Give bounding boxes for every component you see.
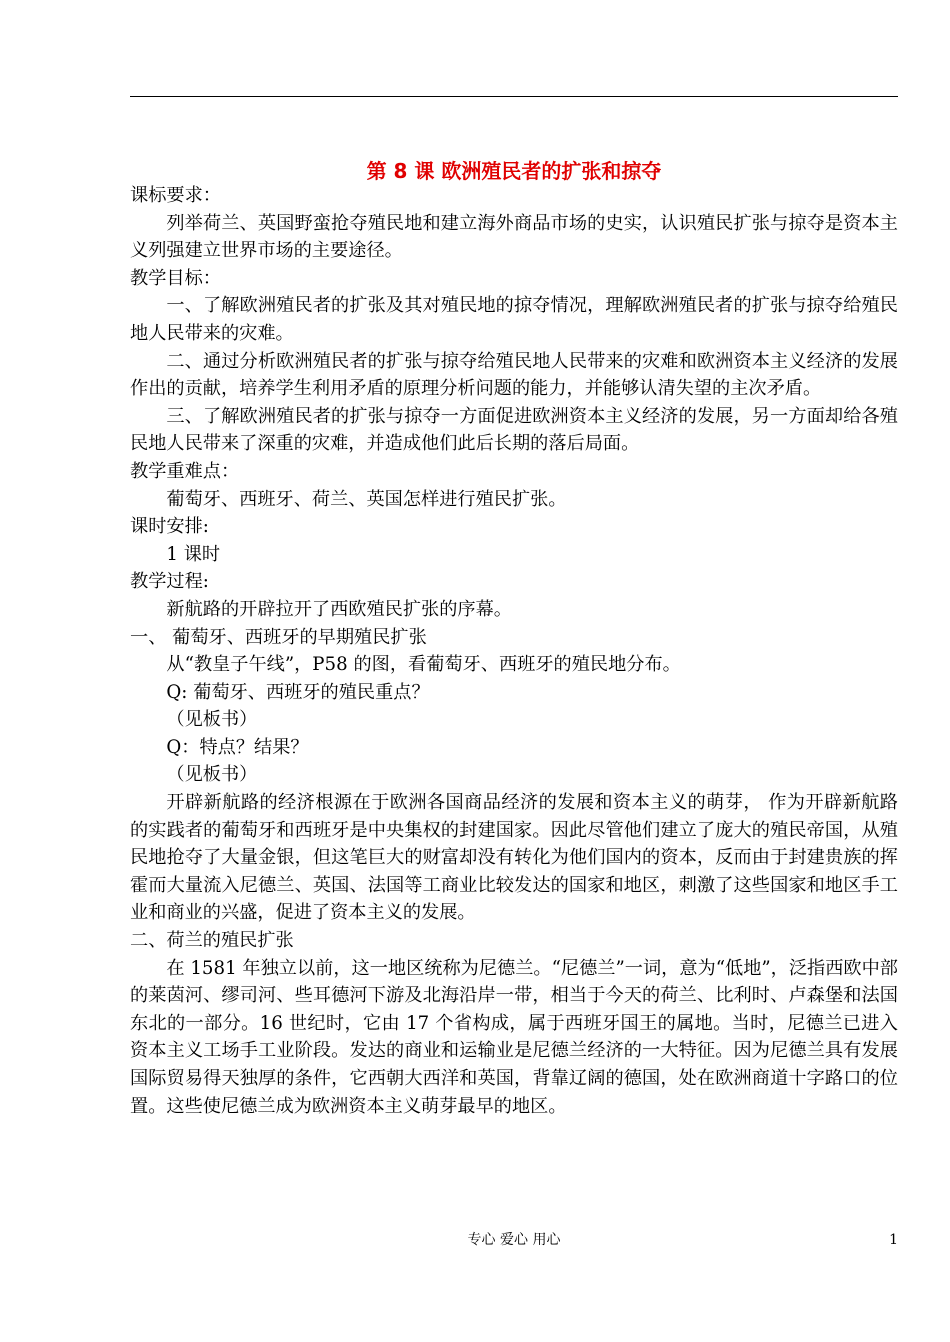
paragraph: 二、通过分析欧洲殖民者的扩张与掠夺给殖民地人民带来的灾难和欧洲资本主义经济的发展作出的贡献，培养学生利用矛盾的原理分析问题的能力，并能够认清失望的主次矛盾。 xyxy=(130,350,898,400)
section-label: 课标要求： xyxy=(130,185,221,206)
question: Q：特点？结果？ xyxy=(166,736,309,758)
paragraph: 1 课时 xyxy=(166,543,221,565)
paragraph: 在 1581 年独立以前，这一地区统称为尼德兰。“尼德兰”一词，意为“低地”，泛指西欧中部的莱茵河、缪司河、些耳德河下游及北海沿岸一带，相当于今天的荷兰、比利时、卢森堡和法国东北的一部分。16 世纪时，它由 17 个省构成，属于西班牙国王的属地。当时，尼德兰已进入资本主义工场手工业阶段。发达的商业和运输业是尼德兰经济的一大特征。因为尼德兰具有发展国际贸易得天独厚的条件，它西朝大西洋和英国，背靠辽阔的德国，处在欧洲商道十字路口的位置。这些使尼德兰成为欧洲资本主义萌芽最早的地区。 xyxy=(130,957,898,1117)
page-title: 第 8 课 欧洲殖民者的扩张和掠夺 xyxy=(366,159,662,183)
section-label: 课时安排: xyxy=(130,516,209,538)
board-note: （见板书） xyxy=(166,709,258,731)
paragraph: 三、了解欧洲殖民者的扩张与掠夺一方面促进欧洲资本主义经济的发展，另一方面却给各殖民地人民带来了深重的灾难，并造成他们此后长期的落后局面。 xyxy=(130,405,898,455)
document-body xyxy=(130,182,898,1120)
paragraph: 开辟新航路的经济根源在于欧洲各国商品经济的发展和资本主义的萌芽， 作为开辟新航路的实践者的葡萄牙和西班牙是中央集权的封建国家。因此尽管他们建立了庞大的殖民帝国，从殖民地抢夺了大量金银，但这笔巨大的财富却没有转化为他们国内的资本，反而由于封建贵族的挥霍而大量流入尼德兰、英国、法国等工商业比较发达的国家和地区，刺激了这些国家和地区手工业和商业的兴盛，促进了资本主义的发展。 xyxy=(130,792,898,924)
section-heading: 二、荷兰的殖民扩张 xyxy=(130,930,294,952)
board-note: （见板书） xyxy=(166,764,258,786)
paragraph: 新航路的开辟拉开了西欧殖民扩张的序幕。 xyxy=(166,598,512,620)
paragraph: 一、了解欧洲殖民者的扩张及其对殖民地的掠夺情况，理解欧洲殖民者的扩张与掠夺给殖民地人民带来的灾难。 xyxy=(130,295,898,344)
header-rule xyxy=(130,96,898,97)
question: Q: 葡萄牙、西班牙的殖民重点？ xyxy=(166,681,430,703)
paragraph: 列举荷兰、英国野蛮抢夺殖民地和建立海外商品市场的史实，认识殖民扩张与掠夺是资本主义列强建立世界市场的主要途径。 xyxy=(130,212,898,262)
paragraph: 葡萄牙、西班牙、荷兰、英国怎样进行殖民扩张。 xyxy=(166,488,567,510)
paragraph: 从“教皇子午线”，P58 的图，看葡萄牙、西班牙的殖民地分布。 xyxy=(166,654,681,676)
footer-slogan: 专心 爱心 用心 xyxy=(467,1232,561,1248)
section-heading: 一、 葡萄牙、西班牙的早期殖民扩张 xyxy=(130,626,427,648)
section-label: 教学重难点： xyxy=(130,460,240,482)
section-label: 教学目标： xyxy=(130,267,221,289)
section-label: 教学过程: xyxy=(130,571,209,593)
page-number: 1 xyxy=(889,1232,898,1248)
